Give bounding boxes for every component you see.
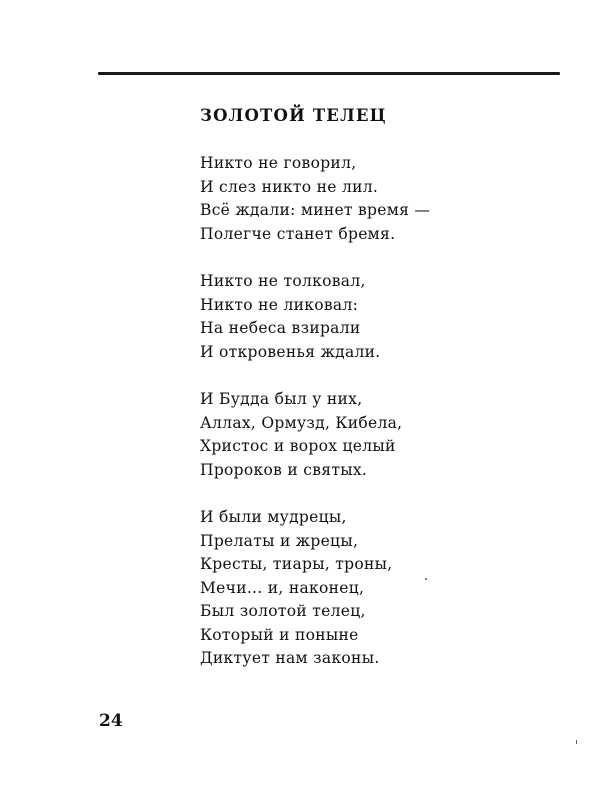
- scan-speck: [425, 578, 427, 580]
- poem-line: Никто не толковал,: [200, 272, 366, 290]
- poem-line: Пророков и святых.: [200, 460, 368, 479]
- poem-body: [200, 152, 480, 695]
- poem-line: И слез никто не лил.: [200, 177, 379, 196]
- top-rule: [98, 72, 560, 75]
- stanza-3: [200, 388, 480, 482]
- poem-line: Прелаты и жрецы,: [200, 531, 359, 550]
- poem-line: Никто не говорил,: [200, 154, 357, 172]
- poem-line: Был золотой телец,: [200, 602, 366, 620]
- poem-line: Диктует нам законы.: [200, 649, 380, 667]
- poem-line: Мечи... и, наконец,: [200, 578, 365, 597]
- poem-line: Полегче станет бремя.: [200, 224, 396, 243]
- page-number: 24: [99, 711, 123, 731]
- poem-line: Кресты, тиары, троны,: [200, 555, 393, 573]
- poem-line: На небеса взирали: [200, 319, 361, 337]
- poem-line: Аллах, Ормузд, Кибела,: [200, 413, 403, 432]
- scan-speck: [576, 740, 577, 744]
- poem-line: Христос и ворох целый: [200, 437, 396, 455]
- stanza-1: [200, 152, 480, 246]
- poem-line: И откровенья ждали.: [200, 342, 381, 361]
- poem-line: Который и поныне: [200, 625, 359, 644]
- poem-line: И были мудрецы,: [200, 508, 347, 526]
- poem-line: Всё ждали: минет время —: [200, 201, 431, 219]
- poem-line: Никто не ликовал:: [200, 295, 359, 314]
- poem-title: ЗОЛОТОЙ ТЕЛЕЦ: [200, 106, 387, 125]
- poem-line: И Будда был у них,: [200, 390, 363, 408]
- stanza-2: [200, 270, 480, 364]
- stanza-4: [200, 506, 480, 671]
